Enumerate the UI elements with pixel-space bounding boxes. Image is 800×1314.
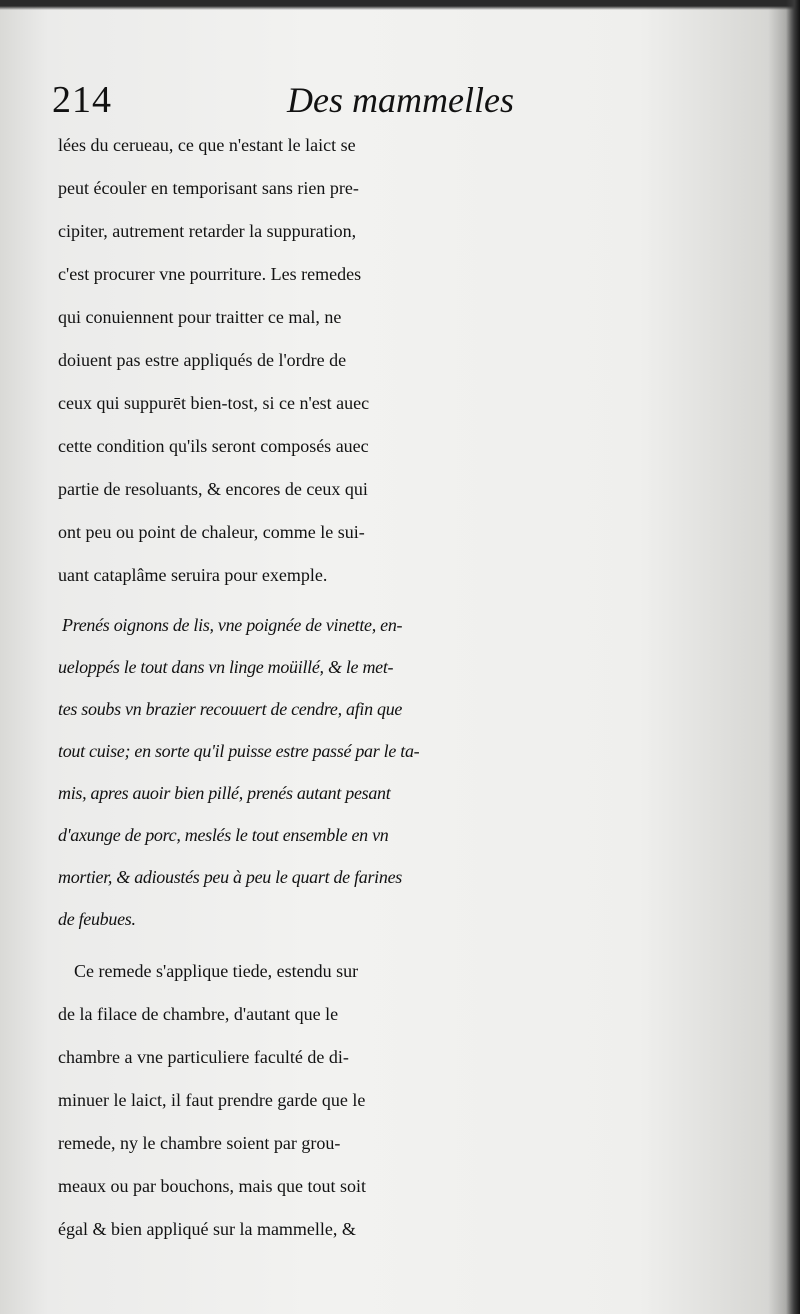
page-top-edge-shadow [0, 0, 800, 10]
text-line: doiuent pas estre appliqués de l'ordre de [58, 350, 347, 370]
text-line: partie de resoluants, & encores de ceux qui [58, 479, 368, 499]
recipe-line: mortier, & adioustés peu à peu le quart de farines [58, 867, 402, 887]
text-line: de la filace de chambre, d'autant que le [58, 1004, 339, 1024]
text-line: meaux ou par bouchons, mais que tout soit [58, 1176, 366, 1196]
page-header [52, 78, 752, 122]
text-line: chambre a vne particuliere faculté de di- [58, 1047, 349, 1067]
text-line: Ce remede s'applique tiede, estendu sur [74, 961, 359, 981]
text-line: égal & bien appliqué sur la mammelle, & [58, 1219, 356, 1239]
recipe-line: mis, apres auoir bien pillé, prenés autant pesant [58, 783, 391, 803]
page-gutter-shadow [786, 0, 800, 1314]
text-line: c'est procurer vne pourriture. Les remedes [58, 264, 362, 284]
text-line: lées du cerueau, ce que n'estant le laict se [58, 135, 356, 155]
recipe-line: de feubues. [58, 909, 136, 929]
recipe-line: Prenés oignons de lis, vne poignée de vinette, en- [62, 615, 403, 635]
text-line: remede, ny le chambre soient par grou- [58, 1133, 341, 1153]
page-number: 214 [52, 79, 112, 121]
text-line: ceux qui suppurēt bien-tost, si ce n'est auec [58, 393, 370, 413]
recipe-line: tout cuise; en sorte qu'il puisse estre passé par le ta- [58, 741, 420, 761]
recipe-line: tes soubs vn brazier recouuert de cendre, afin que [58, 699, 403, 719]
text-line: minuer le laict, il faut prendre garde que le [58, 1090, 366, 1110]
running-head: Des mammelles [287, 80, 514, 120]
recipe-line: ueloppés le tout dans vn linge moüillé, & le met- [58, 657, 394, 677]
text-line: uant cataplâme seruira pour exemple. [58, 565, 328, 585]
text-line: cipiter, autrement retarder la suppuration, [58, 221, 357, 241]
text-line: cette condition qu'ils seront composés auec [58, 436, 369, 456]
text-line: ont peu ou point de chaleur, comme le sui- [58, 522, 365, 542]
text-line: qui conuiennent pour traitter ce mal, ne [58, 307, 342, 327]
recipe-line: d'axunge de porc, meslés le tout ensemble en vn [58, 825, 389, 845]
text-line: peut écouler en temporisant sans rien pre- [58, 178, 359, 198]
